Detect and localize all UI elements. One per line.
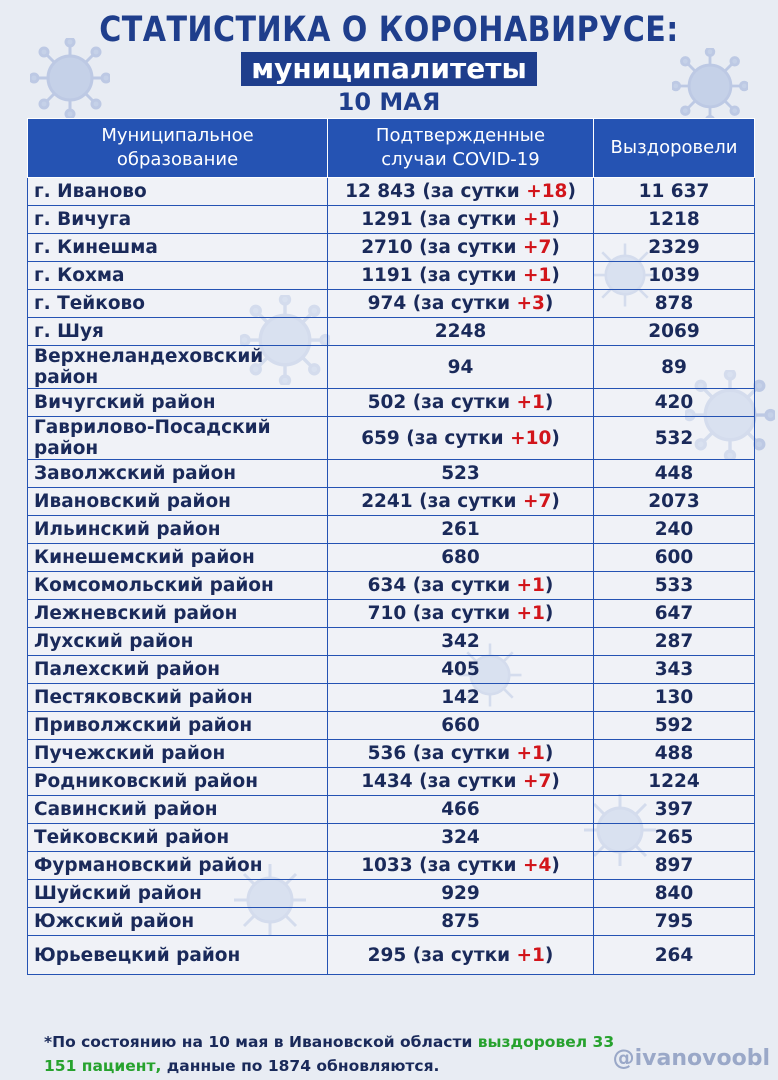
daily-increase: +1 [522, 209, 552, 230]
table-row [28, 628, 755, 656]
confirmed-cell [328, 346, 594, 389]
daily-increase: +10 [510, 427, 552, 449]
recovered-count: 600 [594, 544, 755, 572]
municipality-name: Вичугский район [28, 389, 328, 417]
column-header-municipality: Муниципальное образование [28, 119, 328, 178]
confirmed-cell [328, 656, 594, 684]
recovered-count: 420 [594, 389, 755, 417]
confirmed-cell [328, 796, 594, 824]
municipality-name: Палехский район [28, 656, 328, 684]
recovered-highlight: выздоровел 33 151 пациент, [44, 1033, 615, 1075]
table-row [28, 206, 755, 234]
confirmed-count: 324 [441, 827, 480, 848]
confirmed-count: 875 [441, 911, 480, 932]
confirmed-count: 634 [367, 575, 407, 596]
confirmed-count: 929 [441, 883, 480, 904]
recovered-count: 897 [594, 852, 755, 880]
confirmed-count: 660 [441, 715, 480, 736]
confirmed-cell [328, 880, 594, 908]
confirmed-cell [328, 318, 594, 346]
confirmed-count: 502 [367, 392, 407, 413]
table-row [28, 460, 755, 488]
municipality-name: г. Тейково [28, 290, 328, 318]
daily-increase: +1 [516, 575, 545, 596]
confirmed-count: 2241 [361, 491, 413, 512]
municipality-name: Заволжский район [28, 460, 328, 488]
municipality-name: Лухский район [28, 628, 328, 656]
recovered-count: 647 [594, 600, 755, 628]
confirmed-count: 142 [441, 687, 480, 708]
table-row [28, 516, 755, 544]
municipality-name: г. Кинешма [28, 234, 328, 262]
confirmed-cell [328, 544, 594, 572]
recovered-count: 1224 [594, 768, 755, 796]
table-row [28, 290, 755, 318]
confirmed-count: 466 [441, 799, 480, 820]
confirmed-count: 659 [361, 427, 400, 449]
confirmed-cell: 659 (за сутки +10) [328, 417, 594, 460]
footnote: *По состоянию на 10 мая в Ивановской области выздоровел 33 151 пациент, данные по 1874 обновляются. [44, 1033, 615, 1075]
confirmed-count: 295 [367, 944, 407, 966]
municipality-name: Кинешемский район [28, 544, 328, 572]
confirmed-count: 680 [441, 547, 480, 568]
confirmed-cell: 2241 (за сутки +7) [328, 488, 594, 516]
recovered-count: 264 [594, 936, 755, 975]
daily-increase: +1 [522, 265, 552, 286]
table-row [28, 178, 755, 206]
recovered-count: 533 [594, 572, 755, 600]
confirmed-count: 523 [441, 463, 480, 484]
municipality-name: Лежневский район [28, 600, 328, 628]
recovered-count: 1218 [594, 206, 755, 234]
daily-increase: +1 [516, 743, 545, 764]
table-row [28, 740, 755, 768]
table-row [28, 768, 755, 796]
confirmed-count: 1434 [361, 771, 413, 792]
municipality-name: Шуйский район [28, 880, 328, 908]
recovered-count: 1039 [594, 262, 755, 290]
municipality-name: Верхнеландеховский район [28, 346, 328, 389]
table-row [28, 684, 755, 712]
recovered-count: 488 [594, 740, 755, 768]
recovered-count: 448 [594, 460, 755, 488]
confirmed-cell: 1191 (за сутки +1) [328, 262, 594, 290]
confirmed-cell: 974 (за сутки +3) [328, 290, 594, 318]
confirmed-cell [328, 824, 594, 852]
recovered-count: 265 [594, 824, 755, 852]
social-handle: @ivanovoobl [612, 1046, 770, 1071]
daily-increase: +1 [516, 392, 545, 413]
confirmed-count: 710 [367, 603, 407, 624]
table-row [28, 234, 755, 262]
page-subtitle: муниципалитеты [241, 52, 537, 86]
table-row [28, 656, 755, 684]
confirmed-count: 342 [441, 631, 480, 652]
confirmed-count: 1191 [361, 265, 413, 286]
recovered-count: 397 [594, 796, 755, 824]
confirmed-cell: 2710 (за сутки +7) [328, 234, 594, 262]
recovered-count: 840 [594, 880, 755, 908]
daily-increase: +7 [522, 237, 552, 258]
confirmed-count: 1291 [361, 209, 413, 230]
municipality-name: г. Кохма [28, 262, 328, 290]
daily-increase: +4 [522, 855, 552, 876]
table-row [28, 572, 755, 600]
daily-increase: +1 [516, 944, 545, 966]
recovered-count: 130 [594, 684, 755, 712]
confirmed-count: 536 [367, 743, 407, 764]
recovered-count: 287 [594, 628, 755, 656]
recovered-count: 878 [594, 290, 755, 318]
daily-increase: +3 [516, 293, 545, 314]
recovered-count: 2069 [594, 318, 755, 346]
page-title: СТАТИСТИКА О КОРОНАВИРУСЕ: [99, 10, 679, 50]
daily-increase: +7 [522, 491, 552, 512]
recovered-count: 2073 [594, 488, 755, 516]
table-row [28, 796, 755, 824]
confirmed-cell: 634 (за сутки +1) [328, 572, 594, 600]
recovered-count: 795 [594, 908, 755, 936]
confirmed-cell [328, 516, 594, 544]
municipality-name: Пестяковский район [28, 684, 328, 712]
daily-increase: +1 [516, 603, 545, 624]
table-row [28, 880, 755, 908]
confirmed-count: 2710 [361, 237, 413, 258]
table-row [28, 262, 755, 290]
municipality-name: Пучежский район [28, 740, 328, 768]
table-row [28, 417, 755, 460]
municipality-name: г. Вичуга [28, 206, 328, 234]
daily-increase: +18 [526, 181, 568, 202]
municipality-name: Приволжский район [28, 712, 328, 740]
daily-increase: +7 [522, 771, 552, 792]
confirmed-count: 2248 [434, 321, 487, 342]
confirmed-cell [328, 628, 594, 656]
recovered-count: 532 [594, 417, 755, 460]
table-header-row [28, 119, 755, 178]
municipality-name: Комсомольский район [28, 572, 328, 600]
table-row [28, 712, 755, 740]
table-row [28, 544, 755, 572]
table-row [28, 852, 755, 880]
confirmed-count: 261 [441, 519, 480, 540]
confirmed-count: 405 [441, 659, 480, 680]
confirmed-cell [328, 684, 594, 712]
confirmed-count: 94 [447, 356, 474, 378]
municipality-name: Родниковский район [28, 768, 328, 796]
municipality-name: Гаврилово-Посадский район [28, 417, 328, 460]
recovered-count: 11 637 [594, 178, 755, 206]
municipality-name: Тейковский район [28, 824, 328, 852]
recovered-count: 343 [594, 656, 755, 684]
table-row [28, 936, 755, 975]
confirmed-cell: 295 (за сутки +1) [328, 936, 594, 975]
recovered-count: 89 [594, 346, 755, 389]
table-row [28, 346, 755, 389]
column-header-recovered: Выздоровели [594, 119, 755, 178]
recovered-count: 2329 [594, 234, 755, 262]
confirmed-cell: 1291 (за сутки +1) [328, 206, 594, 234]
confirmed-cell [328, 712, 594, 740]
recovered-count: 240 [594, 516, 755, 544]
confirmed-count: 1033 [361, 855, 413, 876]
municipality-name: Ильинский район [28, 516, 328, 544]
confirmed-cell [328, 460, 594, 488]
confirmed-cell: 12 843 (за сутки +18) [328, 178, 594, 206]
municipality-name: г. Иваново [28, 178, 328, 206]
recovered-count: 592 [594, 712, 755, 740]
municipal-stats-table [27, 118, 755, 975]
confirmed-cell: 1033 (за сутки +4) [328, 852, 594, 880]
table-row [28, 389, 755, 417]
table-row [28, 600, 755, 628]
municipality-name: Савинский район [28, 796, 328, 824]
municipality-name: Фурмановский район [28, 852, 328, 880]
confirmed-cell: 502 (за сутки +1) [328, 389, 594, 417]
confirmed-count: 12 843 [345, 181, 416, 202]
municipality-name: Южский район [28, 908, 328, 936]
column-header-confirmed: Подтвержденные случаи COVID-19 [328, 119, 594, 178]
municipality-name: Ивановский район [28, 488, 328, 516]
confirmed-cell: 536 (за сутки +1) [328, 740, 594, 768]
confirmed-count: 974 [367, 293, 407, 314]
table-row [28, 488, 755, 516]
table-row [28, 318, 755, 346]
municipality-name: Юрьевецкий район [28, 936, 328, 975]
table-row [28, 908, 755, 936]
confirmed-cell: 1434 (за сутки +7) [328, 768, 594, 796]
table-row [28, 824, 755, 852]
municipality-name: г. Шуя [28, 318, 328, 346]
confirmed-cell: 710 (за сутки +1) [328, 600, 594, 628]
report-date: 10 МАЯ [337, 88, 441, 116]
confirmed-cell [328, 908, 594, 936]
